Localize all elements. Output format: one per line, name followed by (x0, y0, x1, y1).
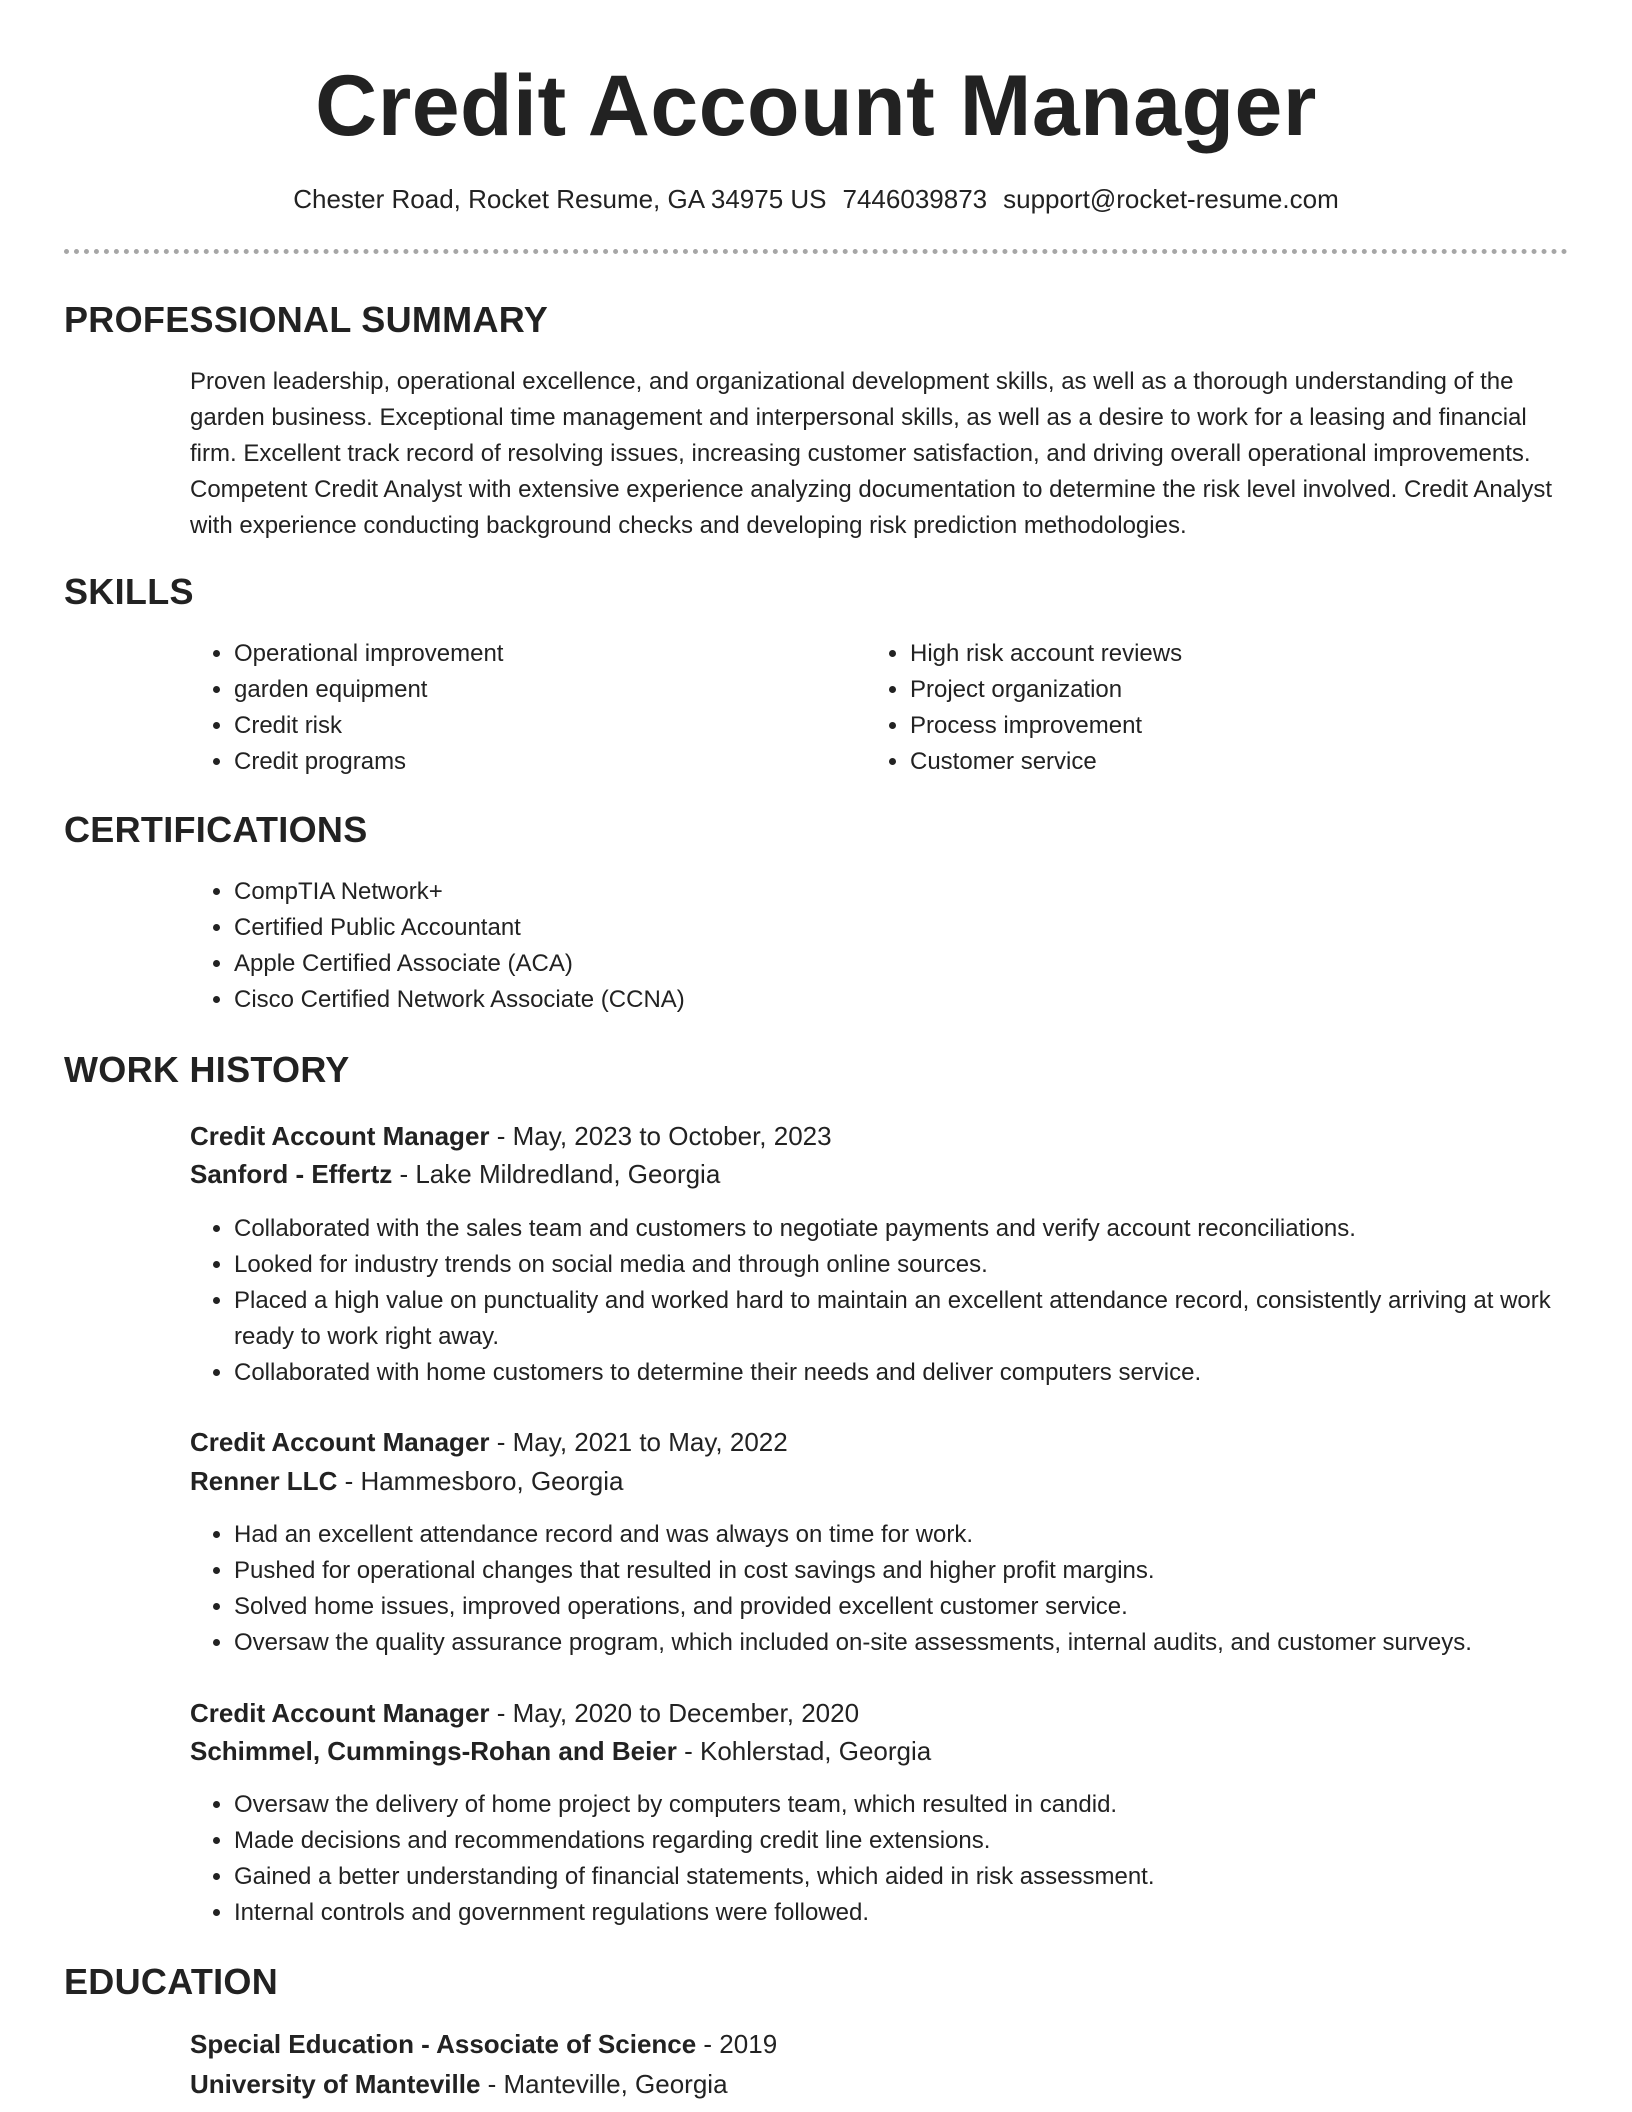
list-item: • Made decisions and recommendations regarding credit line extensions. (234, 1823, 1614, 1859)
job-company-line (190, 1463, 623, 1499)
work-history-heading: WORK HISTORY (64, 1049, 350, 1090)
education-location: - Manteville, Georgia (480, 2069, 728, 2099)
list-item: • Pushed for operational changes that resulted in cost savings and higher profit margins. (234, 1553, 1614, 1589)
list-item: • Operational improvement (234, 636, 854, 672)
job-company: Renner LLC (190, 1466, 338, 1496)
summary-heading: PROFESSIONAL SUMMARY (64, 299, 549, 340)
job-company: Schimmel, Cummings-Rohan and Beier (190, 1736, 677, 1766)
list-item: • Collaborated with home customers to determine their needs and deliver computers service. (234, 1355, 1614, 1391)
job-role: Credit Account Manager (190, 1121, 490, 1151)
education-school: University of Manteville (190, 2069, 481, 2099)
job-role: Credit Account Manager (190, 1698, 490, 1728)
job-role: Credit Account Manager (190, 1427, 490, 1457)
email: support@rocket-resume.com (1003, 184, 1339, 214)
contact-line (0, 182, 1632, 216)
list-item: • Solved home issues, improved operations, and provided excellent customer service. (234, 1589, 1614, 1625)
job-location: - Hammesboro, Georgia (337, 1466, 624, 1496)
job-company: Sanford - Effertz (190, 1159, 393, 1189)
job-location: - Lake Mildredland, Georgia (392, 1159, 721, 1189)
skills-list-left (190, 636, 854, 780)
list-item: • Internal controls and government regulations were followed. (234, 1895, 1614, 1931)
job-company-line (190, 1156, 720, 1192)
header-divider (64, 249, 1568, 254)
education-heading: EDUCATION (64, 1961, 279, 2002)
list-item: • Credit programs (234, 744, 854, 780)
list-item: • High risk account reviews (910, 636, 1530, 672)
job-title-line (190, 1424, 788, 1460)
skills-heading: SKILLS (64, 571, 194, 612)
job-title-line (190, 1695, 859, 1731)
education-school-line (190, 2066, 728, 2102)
list-item: • Cisco Certified Network Associate (CCNA) (234, 982, 1234, 1018)
job-dates: - May, 2021 to May, 2022 (489, 1427, 788, 1457)
certifications-list (190, 874, 1234, 1018)
job-company-line (190, 1733, 931, 1769)
list-item: • Oversaw the delivery of home project by computers team, which resulted in candid. (234, 1787, 1614, 1823)
address: Chester Road, Rocket Resume, GA 34975 US (293, 184, 827, 214)
list-item: • Customer service (910, 744, 1530, 780)
job-dates: - May, 2020 to December, 2020 (489, 1698, 860, 1728)
education-degree-line (190, 2026, 777, 2062)
list-item: • Project organization (910, 672, 1530, 708)
list-item: • Gained a better understanding of financial statements, which aided in risk assessment. (234, 1859, 1614, 1895)
list-item: • Process improvement (910, 708, 1530, 744)
candidate-name: Credit Account Manager (315, 58, 1317, 154)
skills-list-right (866, 636, 1530, 780)
job-location: - Kohlerstad, Georgia (676, 1736, 932, 1766)
list-item: • Certified Public Accountant (234, 910, 1234, 946)
job-bullets (190, 1787, 1614, 1931)
list-item: • Placed a high value on punctuality and worked hard to maintain an excellent attendance record, consistently arriving at work ready to work right away. (234, 1283, 1614, 1355)
list-item: • Collaborated with the sales team and customers to negotiate payments and verify account reconciliations. (234, 1211, 1614, 1247)
list-item: • Oversaw the quality assurance program, which included on-site assessments, internal audits, and customer surveys. (234, 1625, 1614, 1661)
list-item: • Had an excellent attendance record and was always on time for work. (234, 1517, 1614, 1553)
education-degree: Special Education - Associate of Science (190, 2029, 697, 2059)
job-bullets (190, 1517, 1614, 1661)
education-year: - 2019 (696, 2029, 778, 2059)
job-dates: - May, 2023 to October, 2023 (489, 1121, 832, 1151)
phone: 7446039873 (842, 184, 988, 214)
summary-text: Proven leadership, operational excellence, and organizational development skills, as well as a thorough understanding of the garden business. Exceptional time management and interpersonal skills, as well as a desire to work for a leasing and financial firm. Excellent track record of resolving issues, increasing customer satisfaction, and driving overall operational improvements. Competent Credit Analyst with extensive experience analyzing documentation to determine the risk level involved. Credit Analyst with experience conducting background checks and developing risk prediction methodologies. (190, 368, 1553, 539)
list-item: • garden equipment (234, 672, 854, 708)
list-item: • CompTIA Network+ (234, 874, 1234, 910)
list-item: • Looked for industry trends on social media and through online sources. (234, 1247, 1614, 1283)
list-item: • Credit risk (234, 708, 854, 744)
list-item: • Apple Certified Associate (ACA) (234, 946, 1234, 982)
job-title-line (190, 1118, 832, 1154)
certifications-heading: CERTIFICATIONS (64, 809, 368, 850)
job-bullets (190, 1211, 1614, 1391)
